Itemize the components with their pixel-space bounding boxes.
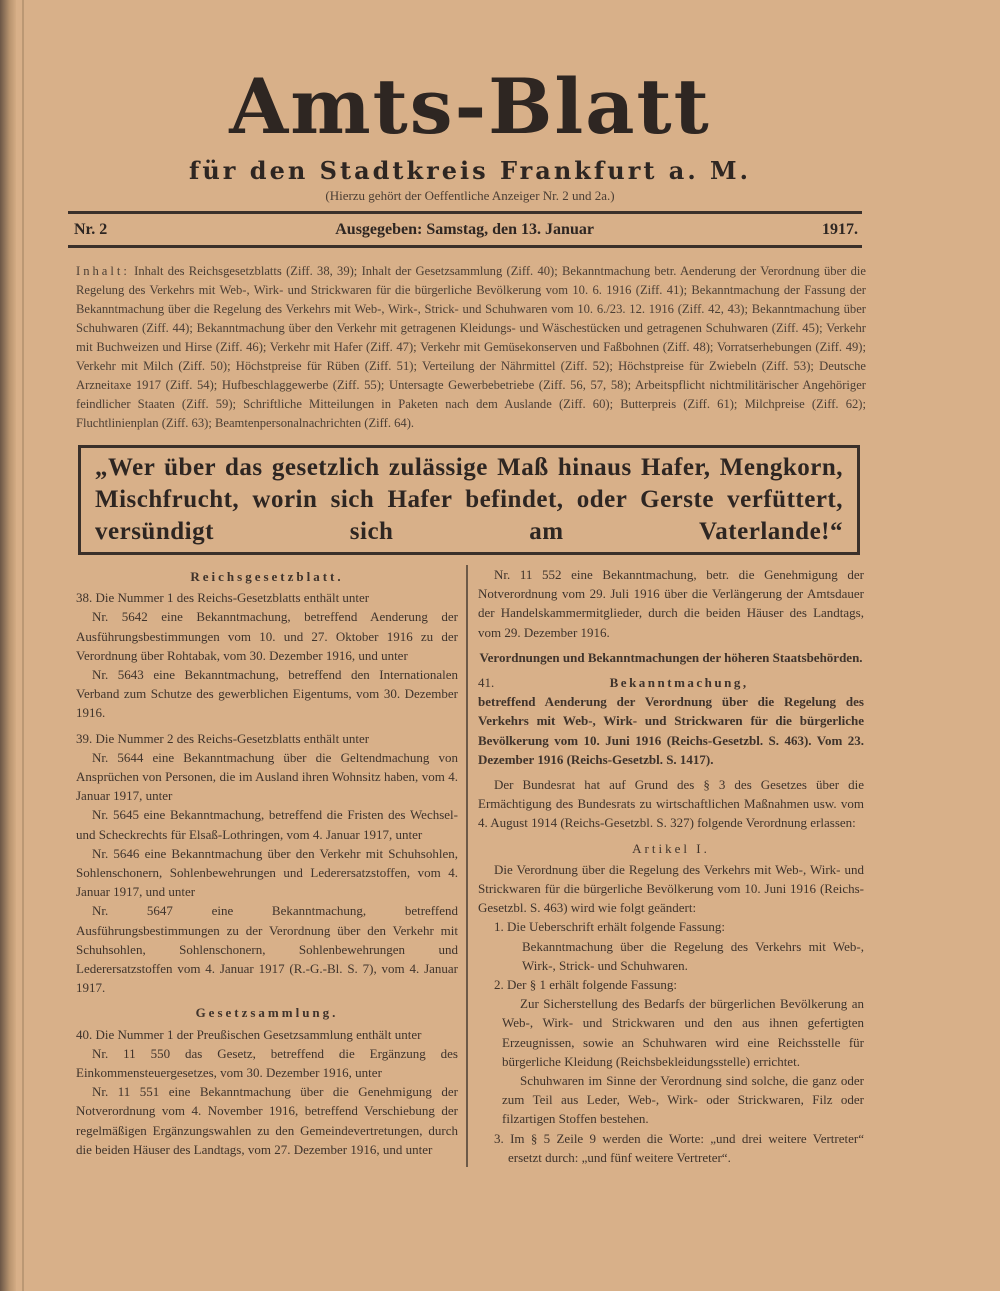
list-item-text: Schuhwaren im Sinne der Verordnung sind solche, die ganz oder zum Teil aus Leder, Web-, Wirk- oder Strickwaren, Filz oder filzartigen Stoffen bestehen. — [502, 1073, 864, 1127]
list-item-text: Bekanntmachung über die Regelung des Verkehrs mit Web-, Wirk-, Strick- und Schuhwaren. — [522, 938, 864, 973]
paragraph: Nr. 11 550 das Gesetz, betreffend die Ergänzung des Einkommensteuergesetzes, vom 30. Dezember 1916, unter — [76, 1045, 458, 1081]
contents-label: Inhalt: — [76, 264, 130, 278]
paragraph-40: 40. Die Nummer 1 der Preußischen Gesetzsammlung enthält unter — [76, 1026, 422, 1042]
paragraph: Nr. 5646 eine Bekanntmachung über den Verkehr mit Schuhsohlen, Sohlenschonern, Sohlenbewehrungen und Lederersatzstoffen, vom 4. Januar 1917, und unter — [76, 845, 458, 900]
masthead-note: (Hierzu gehört der Oeffentliche Anzeiger Nr. 2 und 2a.) — [325, 188, 615, 203]
notice-subject: betreffend Aenderung der Verordnung über die Regelung des Verkehrs mit Web-, Wirk- und Strickwaren für die bürgerliche Bevölkerung vom 10. Juni 1916 (Reichs-Gesetzbl. S. 463). Vom 23. Dezember 1916 (Reichs-Gesetzbl. S. 1417). — [478, 694, 864, 767]
bottom-rule — [68, 245, 862, 248]
list-item: 3. Im § 5 Zeile 9 werden die Worte: „und drei weitere Vertreter“ ersetzt durch: „und fünf weitere Vertreter“. — [494, 1130, 864, 1165]
issue-year: 1917. — [822, 221, 858, 238]
masthead-title: Amts-Blatt — [229, 62, 711, 151]
top-rule — [68, 211, 862, 214]
right-column — [466, 565, 864, 1167]
paragraph-41-heading — [478, 673, 864, 692]
paragraph-number: 41. — [478, 675, 495, 691]
masthead-subtitle: für den Stadtkreis Frankfurt a. M. — [189, 156, 751, 185]
list-item: 2. Der § 1 erhält folgende Fassung: — [494, 977, 678, 993]
paragraph-38: 38. Die Nummer 1 des Reichs-Gesetzblatts enthält unter — [76, 590, 370, 606]
paragraph-39: 39. Die Nummer 2 des Reichs-Gesetzblatts enthält unter — [76, 730, 370, 746]
paragraph: Nr. 11 551 eine Bekanntmachung über die Genehmigung der Notverordnung vom 4. November 1916, betreffend Verschiebung der regelmäßigen Ergänzungswahlen zu den Gemeindevertretungen, durch die beiden Häuser des Landtags, vom 27. Dezember 1916, und unter — [76, 1084, 458, 1157]
paragraph: Nr. 5647 eine Bekanntmachung, betreffend Ausführungsbestimmungen zu der Verordnung über den Verkehr mit Schuhsohlen, Sohlenschonern, Sohlenbewehrungen und Lederersatzstoffen vom 4. Januar 1917 (R.-G.-Bl. S. 7), vom 4. Januar 1917. — [76, 903, 458, 996]
paragraph: Die Verordnung über die Regelung des Verkehrs mit Web-, Wirk- und Strickwaren für die bürgerliche Bevölkerung vom 10. Juni 1916 (Reichs-Gesetzbl. S. 463) wird wie folgt geändert: — [478, 861, 864, 916]
slogan-box: „Wer über das gesetzlich zulässige Maß hinaus Hafer, Mengkorn, Mischfrucht, worin sich Hafer befindet, oder Gerste verfüttert, versündigt sich am Vaterlande!“ — [78, 445, 860, 555]
columns — [76, 565, 866, 1167]
contents-text: Inhalt des Reichsgesetzblatts (Ziff. 38, 39); Inhalt der Gesetzsammlung (Ziff. 40); Bekanntmachung betr. Aenderung der Verordnung über die Regelung des Verkehrs mit Web-, Wirk- und Strickwaren für die bürgerliche Bevölkerung vom 10. 6. 1916 (Ziff. 41); Bekanntmachung der Fassung der Bekanntmachung über die Regelung des Verkehrs mit Web-, Wirk-, Strick- und Schuhwaren vom 10. 6./23. 12. 1916 (Ziff. 42, 43); Bekanntmachung über Schuhwaren (Ziff. 44); Bekanntmachung über den Verkehr mit getragenen Kleidungs- und Wäschestücken und getragenen Schuhwaren (Ziff. 45); Verkehr mit Buchweizen und Hirse (Ziff. 46); Verkehr mit Hafer (Ziff. 47); Verkehr mit Gemüsekonserven und Faßbohnen (Ziff. 48); Vorratserhebungen (Ziff. 49); Verkehr mit Milch (Ziff. 50); Höchstpreise für Rüben (Ziff. 51); Verteilung der Nährmittel (Ziff. 52); Höchstpreise für Zwiebeln (Ziff. 53); Deutsche Arzneitaxe 1917 (Ziff. 54); Hufbeschlaggewerbe (Ziff. 55); Untersagte Gewerbebetriebe (Ziff. 56, 57, 58); Arbeitspflicht nichtmilitärischer Angehöriger feindlicher Staaten (Ziff. 59); Schriftliche Mitteilungen in Paketen nach dem Auslande (Ziff. 60); Butterpreis (Ziff. 61); Milchpreise (Ziff. 62); Fluchtlinienplan (Ziff. 63); Beamtenpersonalnachrichten (Ziff. 64). — [76, 264, 866, 430]
section-heading-verordnungen: Verordnungen und Bekanntmachungen der höheren Staatsbehörden. — [479, 649, 863, 665]
article-heading: Artikel I. — [632, 840, 710, 856]
notice-heading: Bekanntmachung, — [609, 675, 749, 691]
paragraph: Nr. 5644 eine Bekanntmachung über die Geltendmachung von Ansprüchen von Personen, die im Ausland ihren Wohnsitz haben, vom 4. Januar 1917, unter — [76, 749, 458, 804]
page-body — [76, 262, 866, 1167]
paragraph: Nr. 5645 eine Bekanntmachung, betreffend die Fristen des Wechsel- und Scheckrechts für Elsaß-Lothringen, vom 4. Januar 1917, unter — [76, 807, 458, 842]
left-column — [76, 565, 466, 1167]
paragraph: Nr. 5642 eine Bekanntmachung, betreffend Aenderung der Ausführungsbestimmungen vom 10. und 27. Oktober 1916 zu der Verordnung über Rohtabak, vom 30. Dezember 1916, und unter — [76, 609, 458, 663]
table-of-contents — [76, 262, 866, 433]
paragraph: Nr. 5643 eine Bekanntmachung, betreffend den Internationalen Verband zum Schutze des gewerblichen Eigentums, vom 30. Dezember 1916. — [76, 667, 458, 721]
issue-date: Ausgegeben: Samstag, den 13. Januar — [335, 221, 594, 238]
issue-line — [74, 221, 858, 239]
section-heading-gesetzsammlung: Gesetzsammlung. — [195, 1005, 339, 1021]
list-item-text: Zur Sicherstellung des Bedarfs der bürgerlichen Bevölkerung an Web-, Wirk- und Strickwaren und den aus ihnen gefertigten Erzeugnissen, sowie an Schuhwaren wird eine Reichsstelle für bürgerliche Kleidung (Reichsbekleidungsstelle) errichtet. — [502, 996, 864, 1069]
issue-number: Nr. 2 — [74, 221, 108, 238]
list-item: 1. Die Ueberschrift erhält folgende Fassung: — [494, 919, 726, 935]
paragraph: Nr. 11 552 eine Bekanntmachung, betr. die Genehmigung der Notverordnung vom 29. Juli 1916 über die Verlängerung der Amtsdauer der Handelskammermitglieder, durch die beiden Häuser des Landtags, vom 29. Dezember 1916. — [478, 567, 864, 640]
paragraph: Der Bundesrat hat auf Grund des § 3 des Gesetzes über die Ermächtigung des Bundesrats zu wirtschaftlichen Maßnahmen usw. vom 4. August 1914 (Reichs-Gesetzbl. S. 327) folgende Verordnung erlassen: — [478, 777, 864, 831]
section-heading-reichsgesetzblatt: Reichsgesetzblatt. — [190, 569, 344, 584]
